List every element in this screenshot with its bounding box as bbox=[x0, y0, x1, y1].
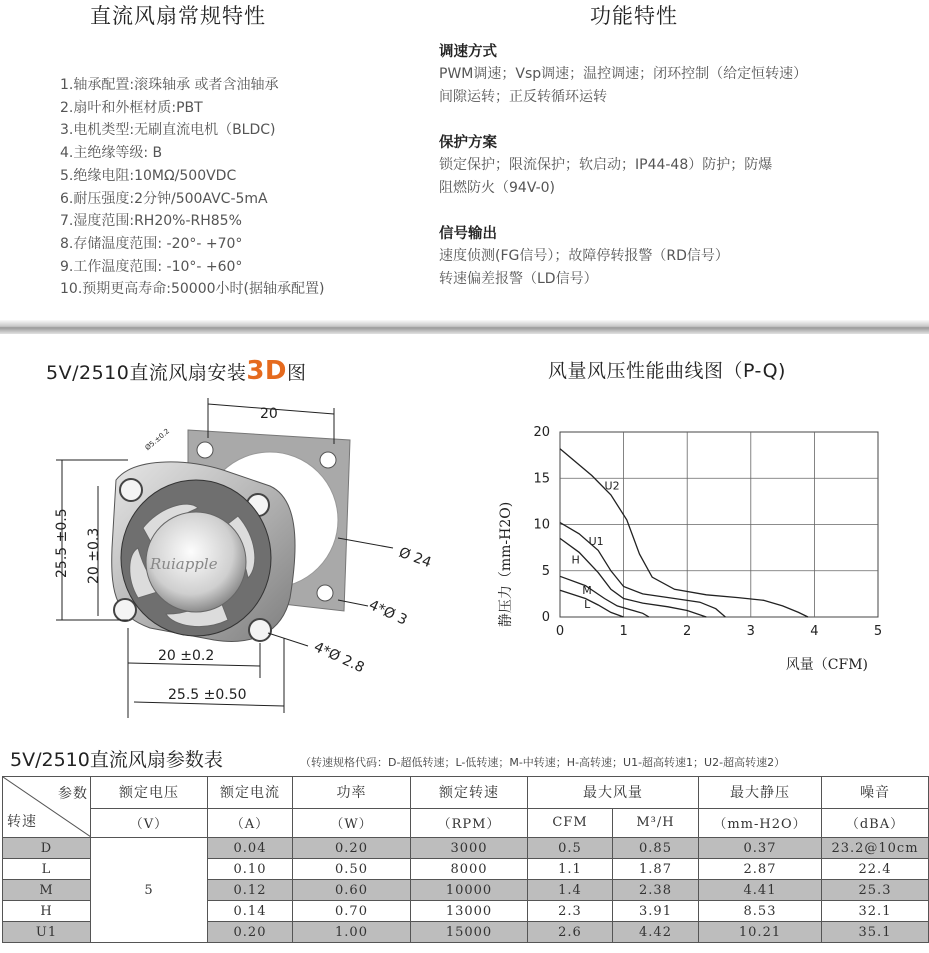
install-title-prefix: 5V/2510直流风扇安装 bbox=[46, 362, 247, 384]
x-tick-label: 2 bbox=[683, 624, 692, 639]
features-section-title: 功能特性 bbox=[590, 4, 678, 28]
params-title: 5V/2510直流风扇参数表 bbox=[10, 749, 223, 771]
cell-pressure: 2.87 bbox=[699, 859, 822, 880]
cell-noise: 35.1 bbox=[822, 922, 929, 943]
cell-cfm: 1.4 bbox=[528, 880, 613, 901]
dim-height-inner: 20 ±0.3 bbox=[86, 527, 102, 584]
spec-item: 10.预期更高寿命:50000小时(据轴承配置) bbox=[60, 281, 325, 298]
spec-section-title: 直流风扇常规特性 bbox=[90, 4, 266, 28]
x-tick-label: 4 bbox=[810, 624, 819, 639]
cell-m3h: 3.91 bbox=[613, 901, 699, 922]
cell-speed: H bbox=[3, 901, 91, 922]
series-label-u1: U1 bbox=[588, 534, 604, 548]
y-tick-label: 0 bbox=[541, 610, 550, 625]
cell-rpm: 10000 bbox=[411, 880, 528, 901]
cell-power: 1.00 bbox=[293, 922, 411, 943]
x-tick-label: 1 bbox=[619, 624, 628, 639]
spec-item: 5.绝缘电阻:10MΩ/500VDC bbox=[60, 167, 237, 184]
unit-cfm: CFM bbox=[528, 808, 613, 837]
spec-item: 3.电机类型:无刷直流电机（BLDC) bbox=[60, 122, 276, 139]
feature-heading: 保护方案 bbox=[439, 135, 497, 151]
install-title-3d: 3D bbox=[246, 356, 288, 386]
x-tick-label: 3 bbox=[746, 624, 755, 639]
x-tick-label: 5 bbox=[873, 624, 883, 639]
feature-line: 锁定保护；限流保护；软启动；IP44-48）防护；防爆 bbox=[439, 157, 773, 173]
spec-item: 8.存储温度范围: -20°- +70° bbox=[60, 235, 243, 252]
y-axis-label: 静压力（mm-H2O) bbox=[498, 501, 514, 628]
cell-m3h: 4.42 bbox=[613, 922, 699, 943]
cell-pressure: 10.21 bbox=[699, 922, 822, 943]
feature-line: PWM调速；Vsp调速；温控调速；闭环控制（给定恒转速） bbox=[439, 66, 808, 82]
feature-heading: 调速方式 bbox=[439, 44, 497, 60]
header-rpm: 额定转速 bbox=[411, 777, 528, 809]
cell-speed: M bbox=[3, 880, 91, 901]
features-list bbox=[439, 40, 919, 291]
cell-speed: D bbox=[3, 838, 91, 859]
params-note: （转速规格代码：D-超低转速；L-低转速；M-中转速；H-高转速；U1-超高转速1；U2-超高转速2） bbox=[300, 756, 786, 769]
brand-logo: Ruiapple bbox=[150, 555, 218, 573]
cell-noise: 32.1 bbox=[822, 901, 929, 922]
spec-item: 7.湿度范围:RH20%-RH85% bbox=[60, 213, 242, 230]
unit-rpm: （RPM） bbox=[411, 808, 528, 837]
params-table bbox=[2, 776, 929, 943]
dim-top: 20 bbox=[260, 406, 278, 422]
cell-cfm: 2.6 bbox=[528, 922, 613, 943]
unit-m3h: M³/H bbox=[613, 808, 699, 837]
y-tick-label: 5 bbox=[541, 563, 550, 579]
chart-title: 风量风压性能曲线图（P-Q) bbox=[548, 360, 786, 382]
cell-power: 0.70 bbox=[293, 901, 411, 922]
dim-holes-large: 4*Ø 2.8 bbox=[311, 639, 367, 677]
unit-voltage: （V） bbox=[91, 808, 208, 837]
header-current: 额定电流 bbox=[208, 777, 293, 809]
cell-cfm: 1.1 bbox=[528, 859, 613, 880]
cell-m3h: 1.87 bbox=[613, 859, 699, 880]
back-hole bbox=[317, 585, 333, 601]
header-pressure: 最大静压 bbox=[699, 777, 822, 809]
feature-group-speed-control bbox=[439, 40, 919, 109]
table-row bbox=[3, 838, 929, 859]
unit-pressure: （mm-H2O） bbox=[699, 808, 822, 837]
x-axis-label: 风量（CFM) bbox=[785, 657, 868, 673]
cell-speed: U1 bbox=[3, 922, 91, 943]
cell-rpm: 3000 bbox=[411, 838, 528, 859]
feature-line: 阻燃防火（94V-0) bbox=[439, 180, 555, 196]
pq-chart bbox=[488, 420, 908, 690]
cell-current: 0.04 bbox=[208, 838, 293, 859]
cell-cfm: 2.3 bbox=[528, 901, 613, 922]
cell-noise: 25.3 bbox=[822, 880, 929, 901]
cell-current: 0.14 bbox=[208, 901, 293, 922]
x-tick-label: 0 bbox=[555, 624, 565, 639]
feature-group-protection bbox=[439, 131, 919, 200]
corner-top-label: 参数 bbox=[58, 786, 88, 802]
y-tick-label: 15 bbox=[533, 471, 550, 487]
feature-line: 转速偏差报警（LD信号） bbox=[439, 271, 598, 287]
spec-item: 2.扇叶和外框材质:PBT bbox=[60, 99, 203, 116]
cell-cfm: 0.5 bbox=[528, 838, 613, 859]
header-noise: 噪音 bbox=[822, 777, 929, 809]
y-tick-label: 20 bbox=[533, 425, 550, 440]
header-power: 功率 bbox=[293, 777, 411, 809]
spec-item: 4.主绝缘等级: B bbox=[60, 145, 163, 162]
feature-line: 间隙运转；正反转循环运转 bbox=[439, 89, 607, 105]
cell-m3h: 0.85 bbox=[613, 838, 699, 859]
cell-noise: 22.4 bbox=[822, 859, 929, 880]
cell-pressure: 8.53 bbox=[699, 901, 822, 922]
feature-group-signal bbox=[439, 222, 919, 291]
unit-current: （A） bbox=[208, 808, 293, 837]
corner-bottom-label: 转速 bbox=[7, 814, 37, 830]
front-hole bbox=[114, 599, 136, 621]
cell-current: 0.20 bbox=[208, 922, 293, 943]
cell-power: 0.60 bbox=[293, 880, 411, 901]
corner-cell bbox=[3, 777, 91, 838]
cell-rpm: 15000 bbox=[411, 922, 528, 943]
series-label-m: M bbox=[582, 583, 592, 597]
back-hole bbox=[197, 442, 213, 458]
series-label-u2: U2 bbox=[604, 479, 620, 493]
series-label-h: H bbox=[571, 553, 580, 567]
cell-speed: L bbox=[3, 859, 91, 880]
dim-bottom-outer: 25.5 ±0.50 bbox=[168, 687, 247, 703]
cell-current: 0.10 bbox=[208, 859, 293, 880]
cell-power: 0.20 bbox=[293, 838, 411, 859]
unit-power: （W） bbox=[293, 808, 411, 837]
cell-power: 0.50 bbox=[293, 859, 411, 880]
feature-line: 速度侦测(FG信号）；故障停转报警（RD信号） bbox=[439, 248, 729, 264]
cell-pressure: 4.41 bbox=[699, 880, 822, 901]
cell-rpm: 13000 bbox=[411, 901, 528, 922]
cell-voltage: 5 bbox=[91, 838, 208, 943]
dim-hole-offset: Ø5.±0.2 bbox=[143, 427, 172, 453]
front-hole bbox=[249, 619, 271, 641]
install-section-title bbox=[46, 356, 307, 386]
spec-list bbox=[60, 74, 324, 301]
dim-height-outer: 25.5 ±0.5 bbox=[54, 508, 70, 578]
cell-m3h: 2.38 bbox=[613, 880, 699, 901]
header-airflow: 最大风量 bbox=[528, 777, 699, 809]
cell-current: 0.12 bbox=[208, 880, 293, 901]
spec-item: 6.耐压强度:2分钟/500AVC-5mA bbox=[60, 190, 268, 207]
cell-rpm: 8000 bbox=[411, 859, 528, 880]
cell-noise: 23.2@10cm bbox=[822, 838, 929, 859]
unit-noise: （dBA） bbox=[822, 808, 929, 837]
install-title-suffix: 图 bbox=[287, 362, 307, 384]
series-label-l: L bbox=[584, 597, 591, 611]
dim-holes-small: 4*Ø 3 bbox=[366, 597, 410, 629]
header-voltage: 额定电压 bbox=[91, 777, 208, 809]
spec-item: 1.轴承配置:滚珠轴承 或者含油轴承 bbox=[60, 77, 279, 93]
cell-pressure: 0.37 bbox=[699, 838, 822, 859]
front-hole bbox=[120, 479, 142, 501]
section-divider bbox=[0, 320, 929, 334]
y-tick-label: 10 bbox=[533, 517, 550, 533]
feature-heading: 信号输出 bbox=[439, 226, 497, 242]
dim-diameter: Ø 24 bbox=[396, 544, 434, 572]
fan-3d-drawing bbox=[38, 388, 448, 723]
spec-item: 9.工作温度范围: -10°- +60° bbox=[60, 258, 243, 275]
dim-bottom-inner: 20 ±0.2 bbox=[158, 648, 215, 664]
back-hole bbox=[320, 452, 336, 468]
